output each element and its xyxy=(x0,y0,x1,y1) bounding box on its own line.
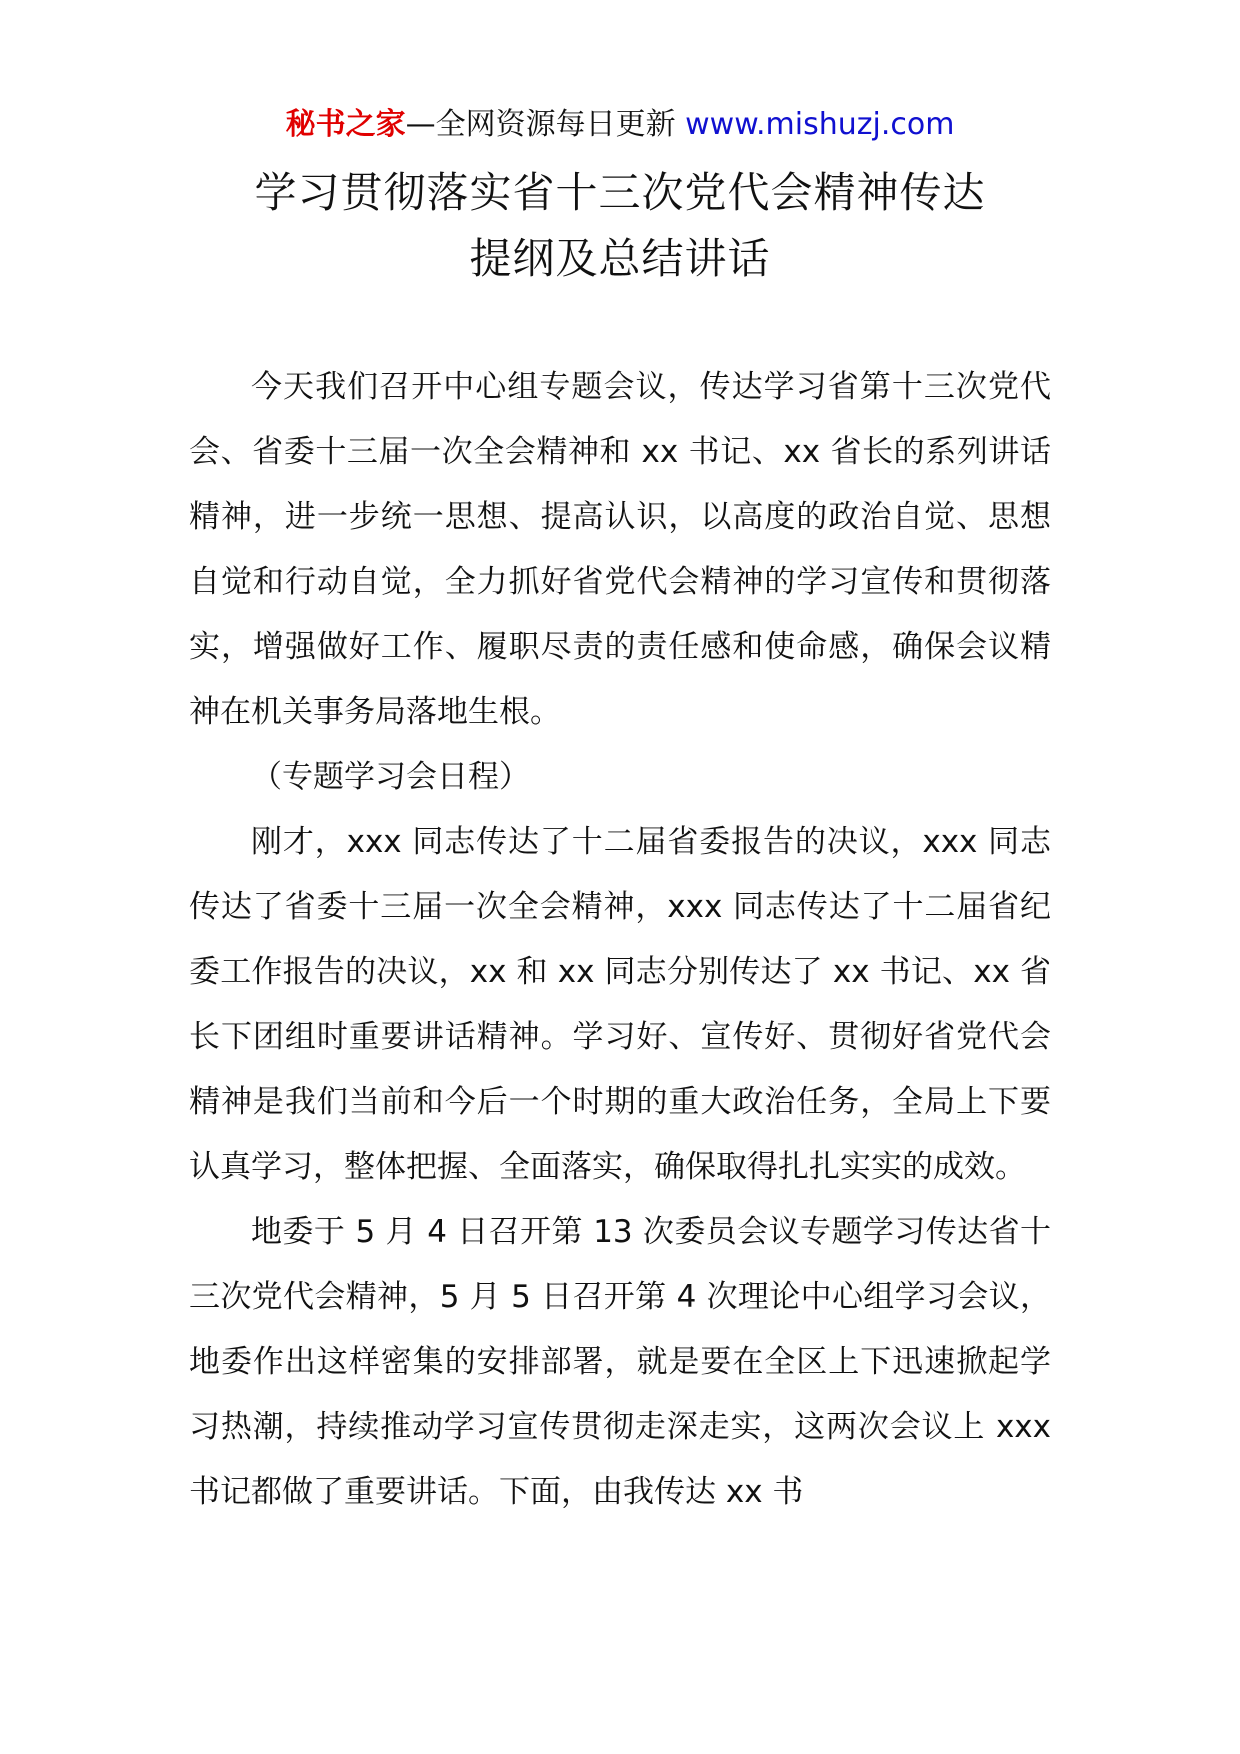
brand-name: 秘书之家 xyxy=(285,107,406,142)
title-line-2: 提纲及总结讲话 xyxy=(469,234,771,283)
header-tagline: —全网资源每日更新 xyxy=(405,107,676,142)
paragraph-schedule-note: （专题学习会日程） xyxy=(251,759,530,795)
site-header xyxy=(0,100,1240,150)
paragraph-relay-summary: 刚才，xxx 同志传达了十二届省委报告的决议，xxx 同志传达了省委十三届一次全会精神，xxx 同志传达了十二届省纪委工作报告的决议，xx 和 xx 同志分别传达了 xx 书记、xx 省长下团组时重要讲话精神。学习好、宣传好、贯彻好省党代会精神是我们当前和今后一个时期的重大政治任务，全局上下要认真学习，整体把握、全面落实，确保取得扎扎实实的成效。 xyxy=(189,824,1051,1185)
paragraph-intro: 今天我们召开中心组专题会议，传达学习省第十三次党代会、省委十三届一次全会精神和 xx 书记、xx 省长的系列讲话精神，进一步统一思想、提高认识，以高度的政治自觉、思想自觉和行动自觉，全力抓好省党代会精神的学习宣传和贯彻落实，增强做好工作、履职尽责的责任感和使命感，确保会议精神在机关事务局落地生根。 xyxy=(189,369,1051,730)
paragraph-committee-meetings: 地委于 5 月 4 日召开第 13 次委员会议专题学习传达省十三次党代会精神，5 月 5 日召开第 4 次理论中心组学习会议，地委作出这样密集的安排部署，就是要在全区上下迅速掀起学习热潮，持续推动学习宣传贯彻走深走实，这两次会议上 xxx 书记都做了重要讲话。下面，由我传达 xx 书 xyxy=(189,1214,1051,1510)
title-line-1: 学习贯彻落实省十三次党代会精神传达 xyxy=(254,168,986,217)
document-body xyxy=(189,355,1051,1525)
document-title xyxy=(0,160,1240,292)
site-url-link[interactable]: www.mishuzj.com xyxy=(685,107,955,142)
